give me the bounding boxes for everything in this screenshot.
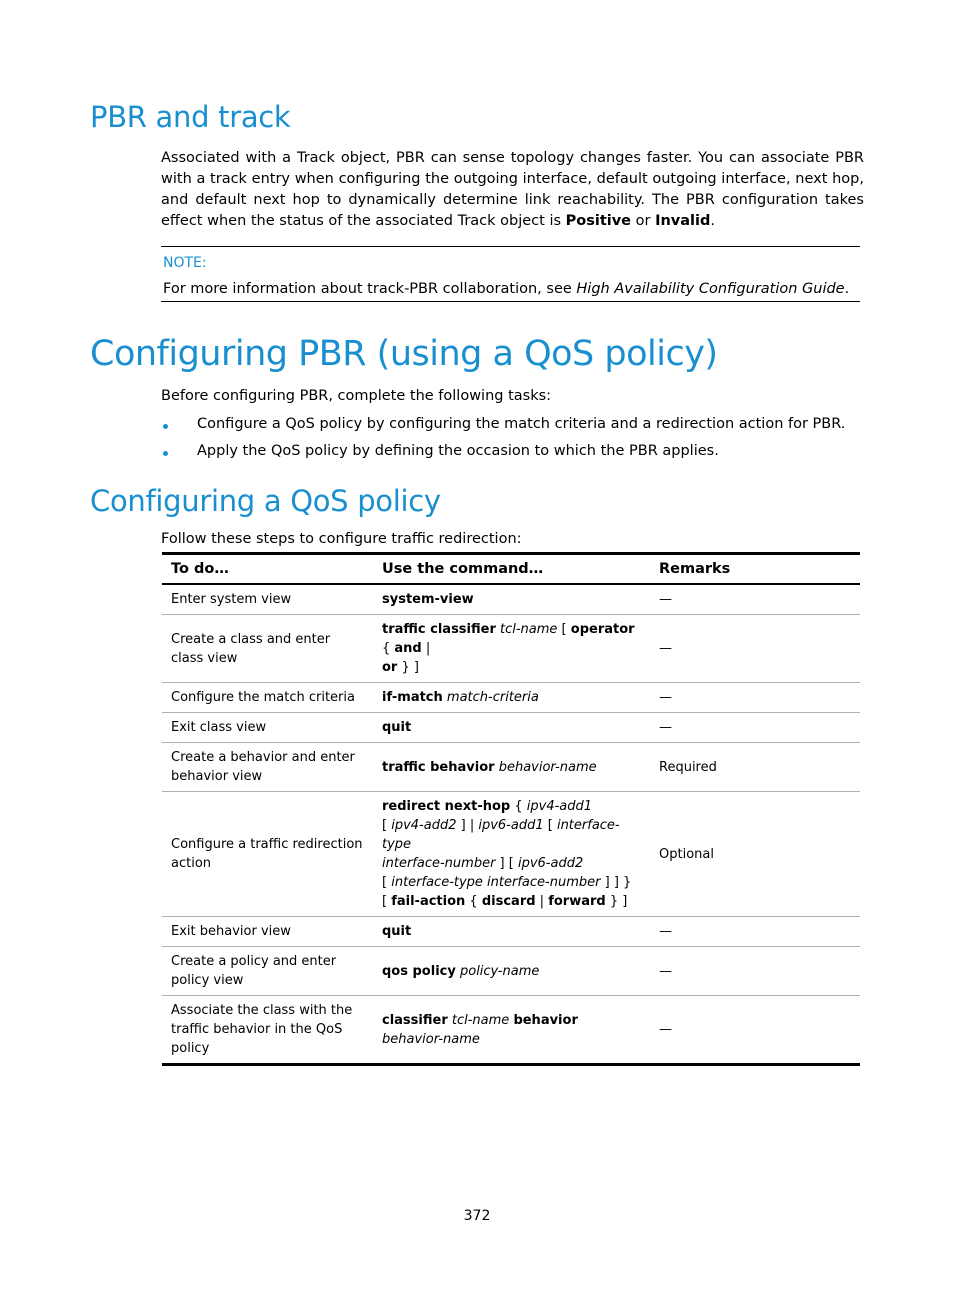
cell-remarks: Required xyxy=(650,743,860,792)
cell-command: quit xyxy=(373,713,650,743)
note-label: NOTE: xyxy=(163,255,207,271)
table-row xyxy=(162,683,860,713)
table-row xyxy=(162,615,860,683)
table-row xyxy=(162,713,860,743)
page-number: 372 xyxy=(463,1208,491,1224)
note-text: For more information about track-PBR collaboration, see High Availability Configuration Guide. xyxy=(163,281,850,297)
table-row xyxy=(162,584,860,615)
cell-todo: Create a class and enter class view xyxy=(162,615,373,683)
prerequisite-intro: Before configuring PBR, complete the following tasks: xyxy=(161,388,552,404)
table-intro: Follow these steps to configure traffic redirection: xyxy=(161,531,522,547)
cell-command: classifier tcl-name behavior behavior-name xyxy=(373,996,650,1065)
bullet-item-2: Apply the QoS policy by defining the occasion to which the PBR applies. xyxy=(197,443,719,459)
cell-command: traffic behavior behavior-name xyxy=(373,743,650,792)
table-header-row xyxy=(162,554,860,585)
cell-remarks: Optional xyxy=(650,792,860,917)
cell-command: qos policy policy-name xyxy=(373,947,650,996)
bullet-dot-icon xyxy=(163,424,168,429)
table-row xyxy=(162,917,860,947)
cell-todo: Exit class view xyxy=(162,713,373,743)
table-row xyxy=(162,743,860,792)
header-command: Use the command… xyxy=(373,554,650,585)
cell-todo: Enter system view xyxy=(162,584,373,615)
cell-command: if-match match-criteria xyxy=(373,683,650,713)
cell-command: system-view xyxy=(373,584,650,615)
note-bottom-rule xyxy=(161,301,860,302)
header-remarks: Remarks xyxy=(650,554,860,585)
cell-todo: Create a policy and enter policy view xyxy=(162,947,373,996)
cell-todo: Configure a traffic redirection action xyxy=(162,792,373,917)
cell-remarks: — xyxy=(650,615,860,683)
cell-remarks: — xyxy=(650,584,860,615)
configuration-steps-table xyxy=(162,552,860,1066)
cell-command: traffic classifier tcl-name [ operator { and | or } ] xyxy=(373,615,650,683)
cell-command: redirect next-hop { ipv4-add1 [ ipv4-add2 ] | ipv6-add1 [ interface-type interface-number ] [ ipv6-add2 [ interface-type interface-number ] ] } [ fail-action { discard | forward } ] xyxy=(373,792,650,917)
table-row xyxy=(162,792,860,917)
cell-todo: Exit behavior view xyxy=(162,917,373,947)
bullet-item-1: Configure a QoS policy by configuring the match criteria and a redirection action for PBR. xyxy=(197,416,846,432)
cell-todo: Configure the match criteria xyxy=(162,683,373,713)
bullet-dot-icon xyxy=(163,451,168,456)
note-top-rule xyxy=(161,246,860,247)
section-title-pbr-and-track: PBR and track xyxy=(90,100,291,134)
cell-remarks: — xyxy=(650,683,860,713)
section-title-configuring-qos-policy: Configuring a QoS policy xyxy=(90,484,441,518)
cell-todo: Associate the class with the traffic behavior in the QoS policy xyxy=(162,996,373,1065)
table-row xyxy=(162,947,860,996)
cell-remarks: — xyxy=(650,917,860,947)
cell-remarks: — xyxy=(650,947,860,996)
cell-remarks: — xyxy=(650,713,860,743)
cell-command: quit xyxy=(373,917,650,947)
table-row xyxy=(162,996,860,1065)
header-todo: To do… xyxy=(162,554,373,585)
cell-remarks: — xyxy=(650,996,860,1065)
chapter-title-configuring-pbr: Configuring PBR (using a QoS policy) xyxy=(90,334,718,374)
cell-todo: Create a behavior and enter behavior view xyxy=(162,743,373,792)
guide-reference: High Availability Configuration Guide xyxy=(576,281,845,297)
pbr-track-paragraph: Associated with a Track object, PBR can sense topology changes faster. You can associate PBR with a track entry when configuring the outgoing interface, default outgoing interface, next hop, and default next hop to dynamically determine link reachability. The PBR configuration takes effect when the status of the associated Track object is Positive or Invalid. xyxy=(161,150,864,229)
